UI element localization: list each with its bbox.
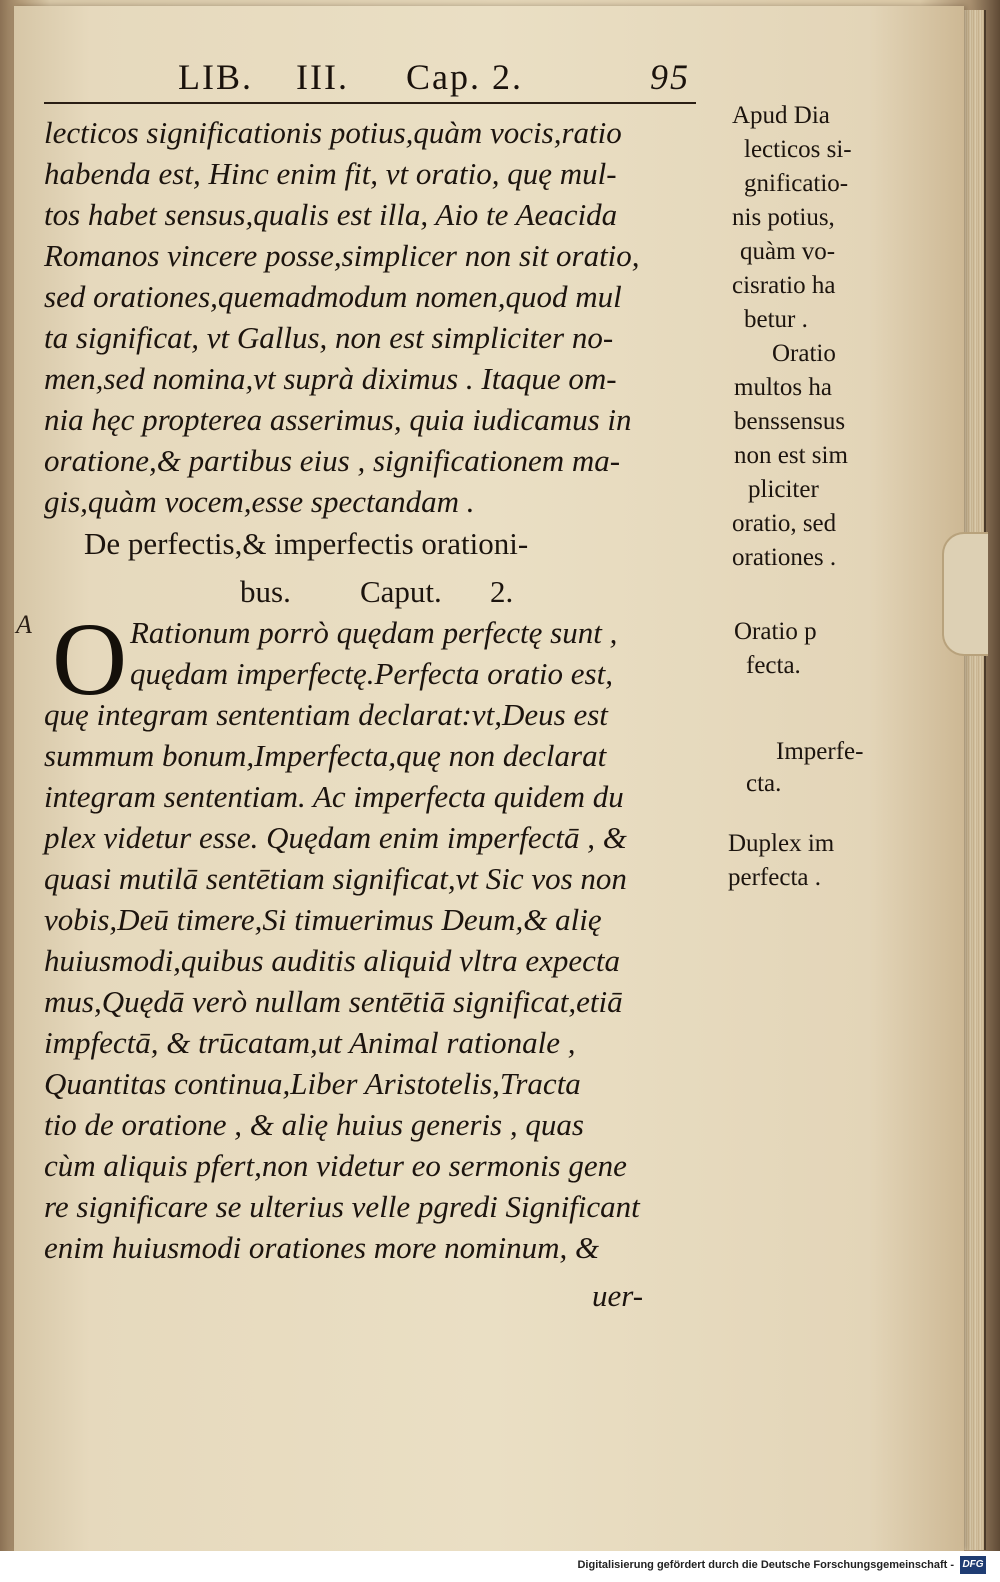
text-line: impfectā, & trūcatam,ut Animal rationale , xyxy=(44,1025,576,1060)
text-line: mus,Quędā verò nullam sentētiā significat,etiā xyxy=(44,984,623,1019)
margin-note-line: lecticos si- xyxy=(744,136,852,163)
margin-note-line: Imperfe- xyxy=(776,738,864,765)
margin-note-line: quàm vo- xyxy=(740,238,836,265)
text-line: men,sed nomina,vt suprà diximus . Itaque om- xyxy=(44,361,617,396)
text-line: quędam imperfectę.Perfecta oratio est, xyxy=(130,656,613,691)
margin-note-line: non est sim xyxy=(734,442,848,469)
text-line: sed orationes,quemadmodum nomen,quod mul xyxy=(44,279,622,314)
margin-note-line: gnificatio- xyxy=(744,170,849,197)
text-line: Quantitas continua,Liber Aristotelis,Tracta xyxy=(44,1066,581,1101)
margin-note-line: fecta. xyxy=(746,652,801,679)
chapter-heading-bus: bus. xyxy=(240,574,291,609)
text-line: enim huiusmodi orationes more nominum, & xyxy=(44,1230,600,1265)
chapter-heading-line1: De perfectis,& imperfectis orationi- xyxy=(84,526,529,561)
text-line: quę integram sententiam declarat:vt,Deus est xyxy=(44,697,608,732)
page-number: 95 xyxy=(650,57,690,97)
header-book-number: III. xyxy=(296,57,349,97)
drop-cap: O xyxy=(52,602,128,717)
text-line: gis,quàm vocem,esse spectandam . xyxy=(44,484,475,519)
margin-note-line: orationes . xyxy=(732,544,837,571)
chapter-heading-caput: Caput. xyxy=(360,574,442,609)
text-line: quasi mutilā sentētiam significat,vt Sic vos non xyxy=(44,861,627,896)
text-line: habenda est, Hinc enim fit, vt oratio, quę mul- xyxy=(44,156,617,191)
running-header xyxy=(178,56,698,104)
page-clip xyxy=(942,532,988,656)
text-line: lecticos significationis potius,quàm vocis,ratio xyxy=(44,115,622,150)
text-line: ta significat, vt Gallus, non est simpliciter no- xyxy=(44,320,614,355)
margin-note-line: pliciter xyxy=(748,476,819,503)
footer-bar xyxy=(0,1551,1000,1582)
text-line: nia hęc propterea asserimus, quia iudicamus in xyxy=(44,402,632,437)
margin-note-line: nis potius, xyxy=(732,204,835,231)
header-chapter: Cap. 2. xyxy=(406,57,523,97)
section-letter-marker: A xyxy=(16,610,32,639)
margin-note-line: Apud Dia xyxy=(732,102,830,129)
page-edges xyxy=(962,10,986,1550)
margin-note-line: cisratio ha xyxy=(732,272,836,299)
text-line: cùm aliquis pfert,non videtur eo sermonis gene xyxy=(44,1148,627,1183)
catchword: uer- xyxy=(592,1278,644,1313)
text-line: plex videtur esse. Quędam enim imperfectā , & xyxy=(44,820,627,855)
text-line: tos habet sensus,qualis est illa, Aio te Aeacida xyxy=(44,197,618,232)
text-line: huiusmodi,quibus auditis aliquid vltra expecta xyxy=(44,943,621,978)
text-line: integram sententiam. Ac imperfecta quidem du xyxy=(44,779,624,814)
header-rule xyxy=(44,102,696,104)
header-book: LIB. xyxy=(178,57,253,97)
text-line: vobis,Deū timere,Si timuerimus Deum,& alię xyxy=(44,902,602,937)
margin-note-line: betur . xyxy=(744,306,808,333)
margin-note-line: Oratio xyxy=(772,340,836,367)
margin-note-line: multos ha xyxy=(734,374,832,401)
chapter-heading-number: 2. xyxy=(490,574,514,609)
text-line: tio de oratione , & alię huius generis , quas xyxy=(44,1107,584,1142)
dfg-logo: DFG xyxy=(960,1556,986,1574)
text-line: re significare se ulterius velle pgredi Significant xyxy=(44,1189,640,1224)
margin-note-line: oratio, sed xyxy=(732,510,837,537)
text-line: Romanos vincere posse,simplicer non sit oratio, xyxy=(44,238,640,273)
margin-note-line: Oratio p xyxy=(734,618,817,645)
text-line: oratione,& partibus eius , significationem ma- xyxy=(44,443,621,478)
margin-note-line: benssensus xyxy=(734,408,846,435)
footer-credit: Digitalisierung gefördert durch die Deutsche Forschungsgemeinschaft - xyxy=(577,1559,954,1571)
margin-note-line: Duplex im xyxy=(728,830,835,857)
margin-note-line: cta. xyxy=(746,770,782,797)
text-line: Rationum porrò quędam perfectę sunt , xyxy=(130,615,618,650)
margin-note-line: perfecta . xyxy=(728,864,821,891)
text-line: summum bonum,Imperfecta,quę non declarat xyxy=(44,738,607,773)
